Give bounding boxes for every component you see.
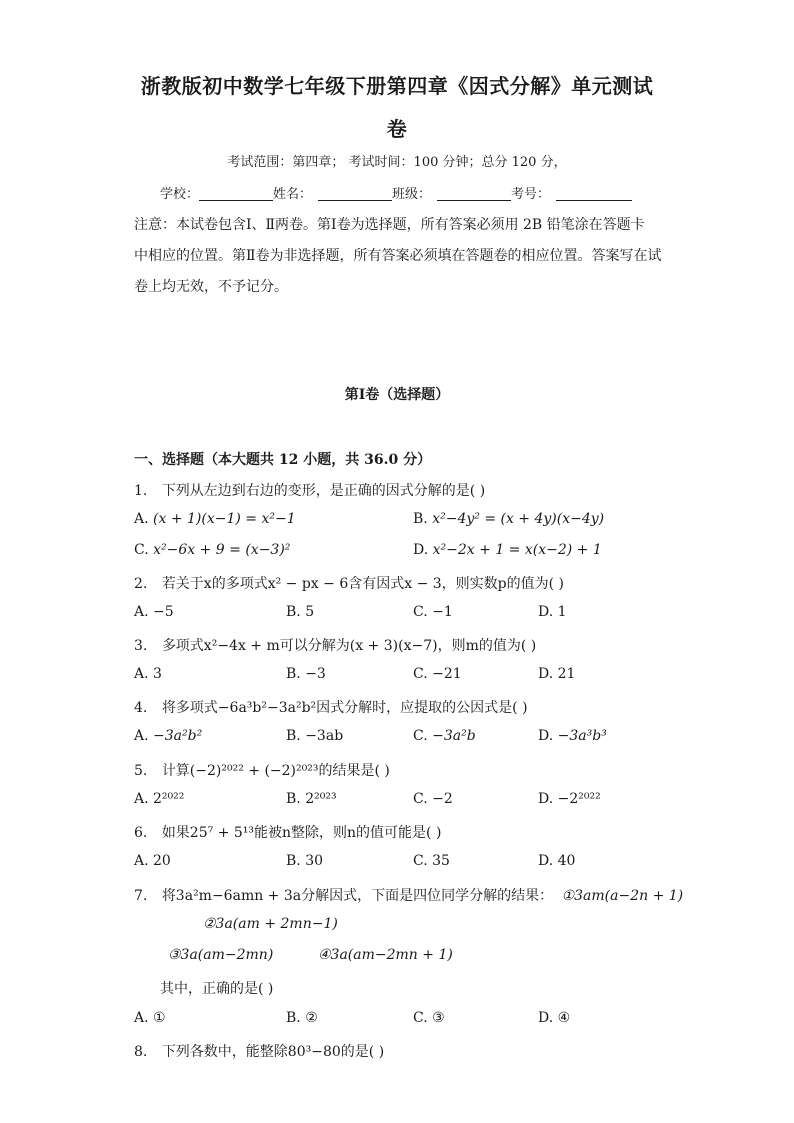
school-label: 学校： [160, 187, 200, 202]
option-7a[interactable] [134, 1010, 166, 1026]
option-2a[interactable] [134, 604, 174, 620]
student-result-4: ④3a(am−2mn + 1) [318, 947, 453, 963]
question-5 [134, 760, 390, 780]
option-5a[interactable] [134, 791, 184, 807]
option-7d[interactable] [538, 1010, 570, 1026]
option-text: −3a²b² [153, 728, 203, 744]
question-number: 6. [134, 825, 148, 841]
option-label: A. [134, 511, 149, 527]
student-result-3: ③3a(am−2mn) [168, 947, 274, 963]
option-label: A. [134, 853, 149, 869]
option-label: A. [134, 604, 149, 620]
option-label: D. [538, 853, 554, 869]
option-label: D. [413, 542, 429, 558]
option-6c[interactable] [413, 853, 450, 869]
option-text: x²−6x + 9 = (x−3)² [153, 542, 291, 558]
option-text: x²−4y² = (x + 4y)(x−4y) [432, 511, 605, 527]
student-info-fields [160, 183, 632, 202]
option-text: ① [153, 1010, 166, 1026]
option-1c[interactable] [134, 542, 290, 558]
question-6 [134, 822, 441, 842]
option-text: −1 [432, 604, 453, 620]
section-heading: 一、选择题（本大题共 12 小题，共 36.0 分） [134, 452, 432, 468]
exam-no-label: 考号： [511, 187, 551, 202]
option-text: ④ [557, 1010, 571, 1026]
question-number: 3. [134, 638, 148, 654]
question-stem: 如果25⁷ + 5¹³能被n整除，则n的值可能是( ) [161, 825, 442, 841]
option-label: A. [134, 666, 149, 682]
option-7c[interactable] [413, 1010, 445, 1026]
exam-info: 考试范围：第四章； 考试时间：100 分钟；总分 120 分， [227, 155, 567, 170]
exam-no-blank[interactable] [556, 186, 632, 201]
option-text: x²−2x + 1 = x(x−2) + 1 [432, 542, 602, 558]
option-text: 21 [557, 666, 576, 682]
option-3a[interactable] [134, 666, 162, 682]
option-label: B. [413, 511, 428, 527]
question-stem: 多项式x²−4x + m可以分解为(x + 3)(x−7)，则m的值为( ) [161, 638, 537, 654]
question-stem: 将多项式−6a³b²−3a²b²因式分解时，应提取的公因式是( ) [161, 700, 528, 716]
option-label: A. [134, 728, 149, 744]
student-result-2: ②3a(am + 2mn−1) [203, 916, 338, 932]
notice-line-1: 注意：本试卷包含Ⅰ、Ⅱ两卷。第Ⅰ卷为选择题，所有答案必须用 2B 铅笔涂在答题卡 [134, 217, 645, 233]
option-label: C. [134, 542, 149, 558]
option-text: −5 [153, 604, 174, 620]
option-text: 20 [153, 853, 171, 869]
option-1d[interactable] [413, 542, 602, 558]
option-4d[interactable] [538, 728, 607, 744]
student-result-1: ①3am(a−2n + 1) [561, 888, 684, 904]
question-7-prompt: 其中，正确的是( ) [160, 981, 274, 997]
option-text: −3a³b³ [557, 728, 607, 744]
question-stem: 下列各数中，能整除80³−80的是( ) [161, 1044, 385, 1060]
option-text: 40 [557, 853, 576, 869]
option-label: C. [413, 1010, 428, 1026]
option-text: −2²⁰²² [557, 791, 601, 807]
option-2c[interactable] [413, 604, 453, 620]
question-number: 7. [134, 888, 148, 904]
class-label: 班级： [392, 187, 432, 202]
option-5b[interactable] [286, 791, 337, 807]
question-number: 2. [134, 576, 148, 592]
notice-line-2: 中相应的位置。第Ⅱ卷为非选择题，所有答案必须填在答题卷的相应位置。答案写在试 [134, 248, 662, 264]
question-number: 8. [134, 1044, 148, 1060]
option-4a[interactable] [134, 728, 202, 744]
option-2b[interactable] [286, 604, 314, 620]
option-5c[interactable] [413, 791, 453, 807]
question-7 [134, 885, 683, 905]
notice-line-3: 卷上均无效，不予记分。 [134, 279, 288, 295]
option-label: C. [413, 791, 428, 807]
option-text: 35 [432, 853, 450, 869]
class-blank[interactable] [437, 186, 511, 201]
option-text: 5 [305, 604, 315, 620]
option-label: D. [538, 728, 554, 744]
option-text: 1 [557, 604, 567, 620]
option-6b[interactable] [286, 853, 323, 869]
option-text: 2²⁰²² [153, 791, 185, 807]
option-label: D. [538, 791, 554, 807]
option-label: B. [286, 791, 301, 807]
option-text: ② [305, 1010, 318, 1026]
option-1b[interactable] [413, 511, 604, 527]
option-label: A. [134, 791, 149, 807]
option-text: 30 [305, 853, 324, 869]
question-2 [134, 573, 564, 593]
option-text: −3ab [305, 728, 344, 744]
name-blank[interactable] [318, 186, 392, 201]
option-label: C. [413, 853, 428, 869]
option-text: (x + 1)(x−1) = x²−1 [153, 511, 296, 527]
question-number: 5. [134, 763, 148, 779]
question-3 [134, 635, 536, 655]
question-4 [134, 697, 528, 717]
option-6a[interactable] [134, 853, 171, 869]
option-label: C. [413, 604, 428, 620]
option-label: D. [538, 666, 554, 682]
question-stem: 计算(−2)²⁰²² + (−2)²⁰²³的结果是( ) [161, 763, 390, 779]
option-text: 3 [153, 666, 162, 682]
option-1a[interactable] [134, 511, 296, 527]
option-text: −3 [305, 666, 326, 682]
document-title-line1: 浙教版初中数学七年级下册第四章《因式分解》单元测试 [140, 74, 654, 98]
name-label: 姓名： [273, 187, 313, 202]
option-label: B. [286, 853, 301, 869]
document-title-line2: 卷 [386, 117, 408, 141]
option-label: B. [286, 604, 301, 620]
option-4c[interactable] [413, 728, 476, 744]
option-label: C. [413, 728, 428, 744]
option-label: D. [538, 604, 554, 620]
question-8 [134, 1041, 384, 1061]
question-stem: 若关于x的多项式x² − px − 6含有因式x − 3，则实数p的值为( ) [161, 576, 565, 592]
option-label: D. [538, 1010, 554, 1026]
option-text: −3a²b [432, 728, 476, 744]
option-6d[interactable] [538, 853, 575, 869]
option-label: B. [286, 666, 301, 682]
option-text: −21 [432, 666, 462, 682]
question-number: 1. [134, 483, 148, 499]
option-3d[interactable] [538, 666, 575, 682]
option-2d[interactable] [538, 604, 567, 620]
option-label: C. [413, 666, 428, 682]
option-label: A. [134, 1010, 149, 1026]
question-number: 4. [134, 700, 148, 716]
question-stem: 下列从左边到右边的变形，是正确的因式分解的是( ) [161, 483, 486, 499]
option-text: 2²⁰²³ [305, 791, 337, 807]
volume-title: 第Ⅰ卷（选择题） [344, 387, 450, 403]
school-blank[interactable] [199, 186, 273, 201]
option-label: B. [286, 1010, 301, 1026]
question-stem: 将3a²m−6amn + 3a分解因式，下面是四位同学分解的结果： [161, 888, 554, 904]
option-text: ③ [432, 1010, 445, 1026]
option-4b[interactable] [286, 728, 343, 744]
option-3c[interactable] [413, 666, 462, 682]
option-text: −2 [432, 791, 453, 807]
option-3b[interactable] [286, 666, 326, 682]
question-1 [134, 480, 485, 500]
option-label: B. [286, 728, 301, 744]
option-5d[interactable] [538, 791, 601, 807]
option-7b[interactable] [286, 1010, 318, 1026]
